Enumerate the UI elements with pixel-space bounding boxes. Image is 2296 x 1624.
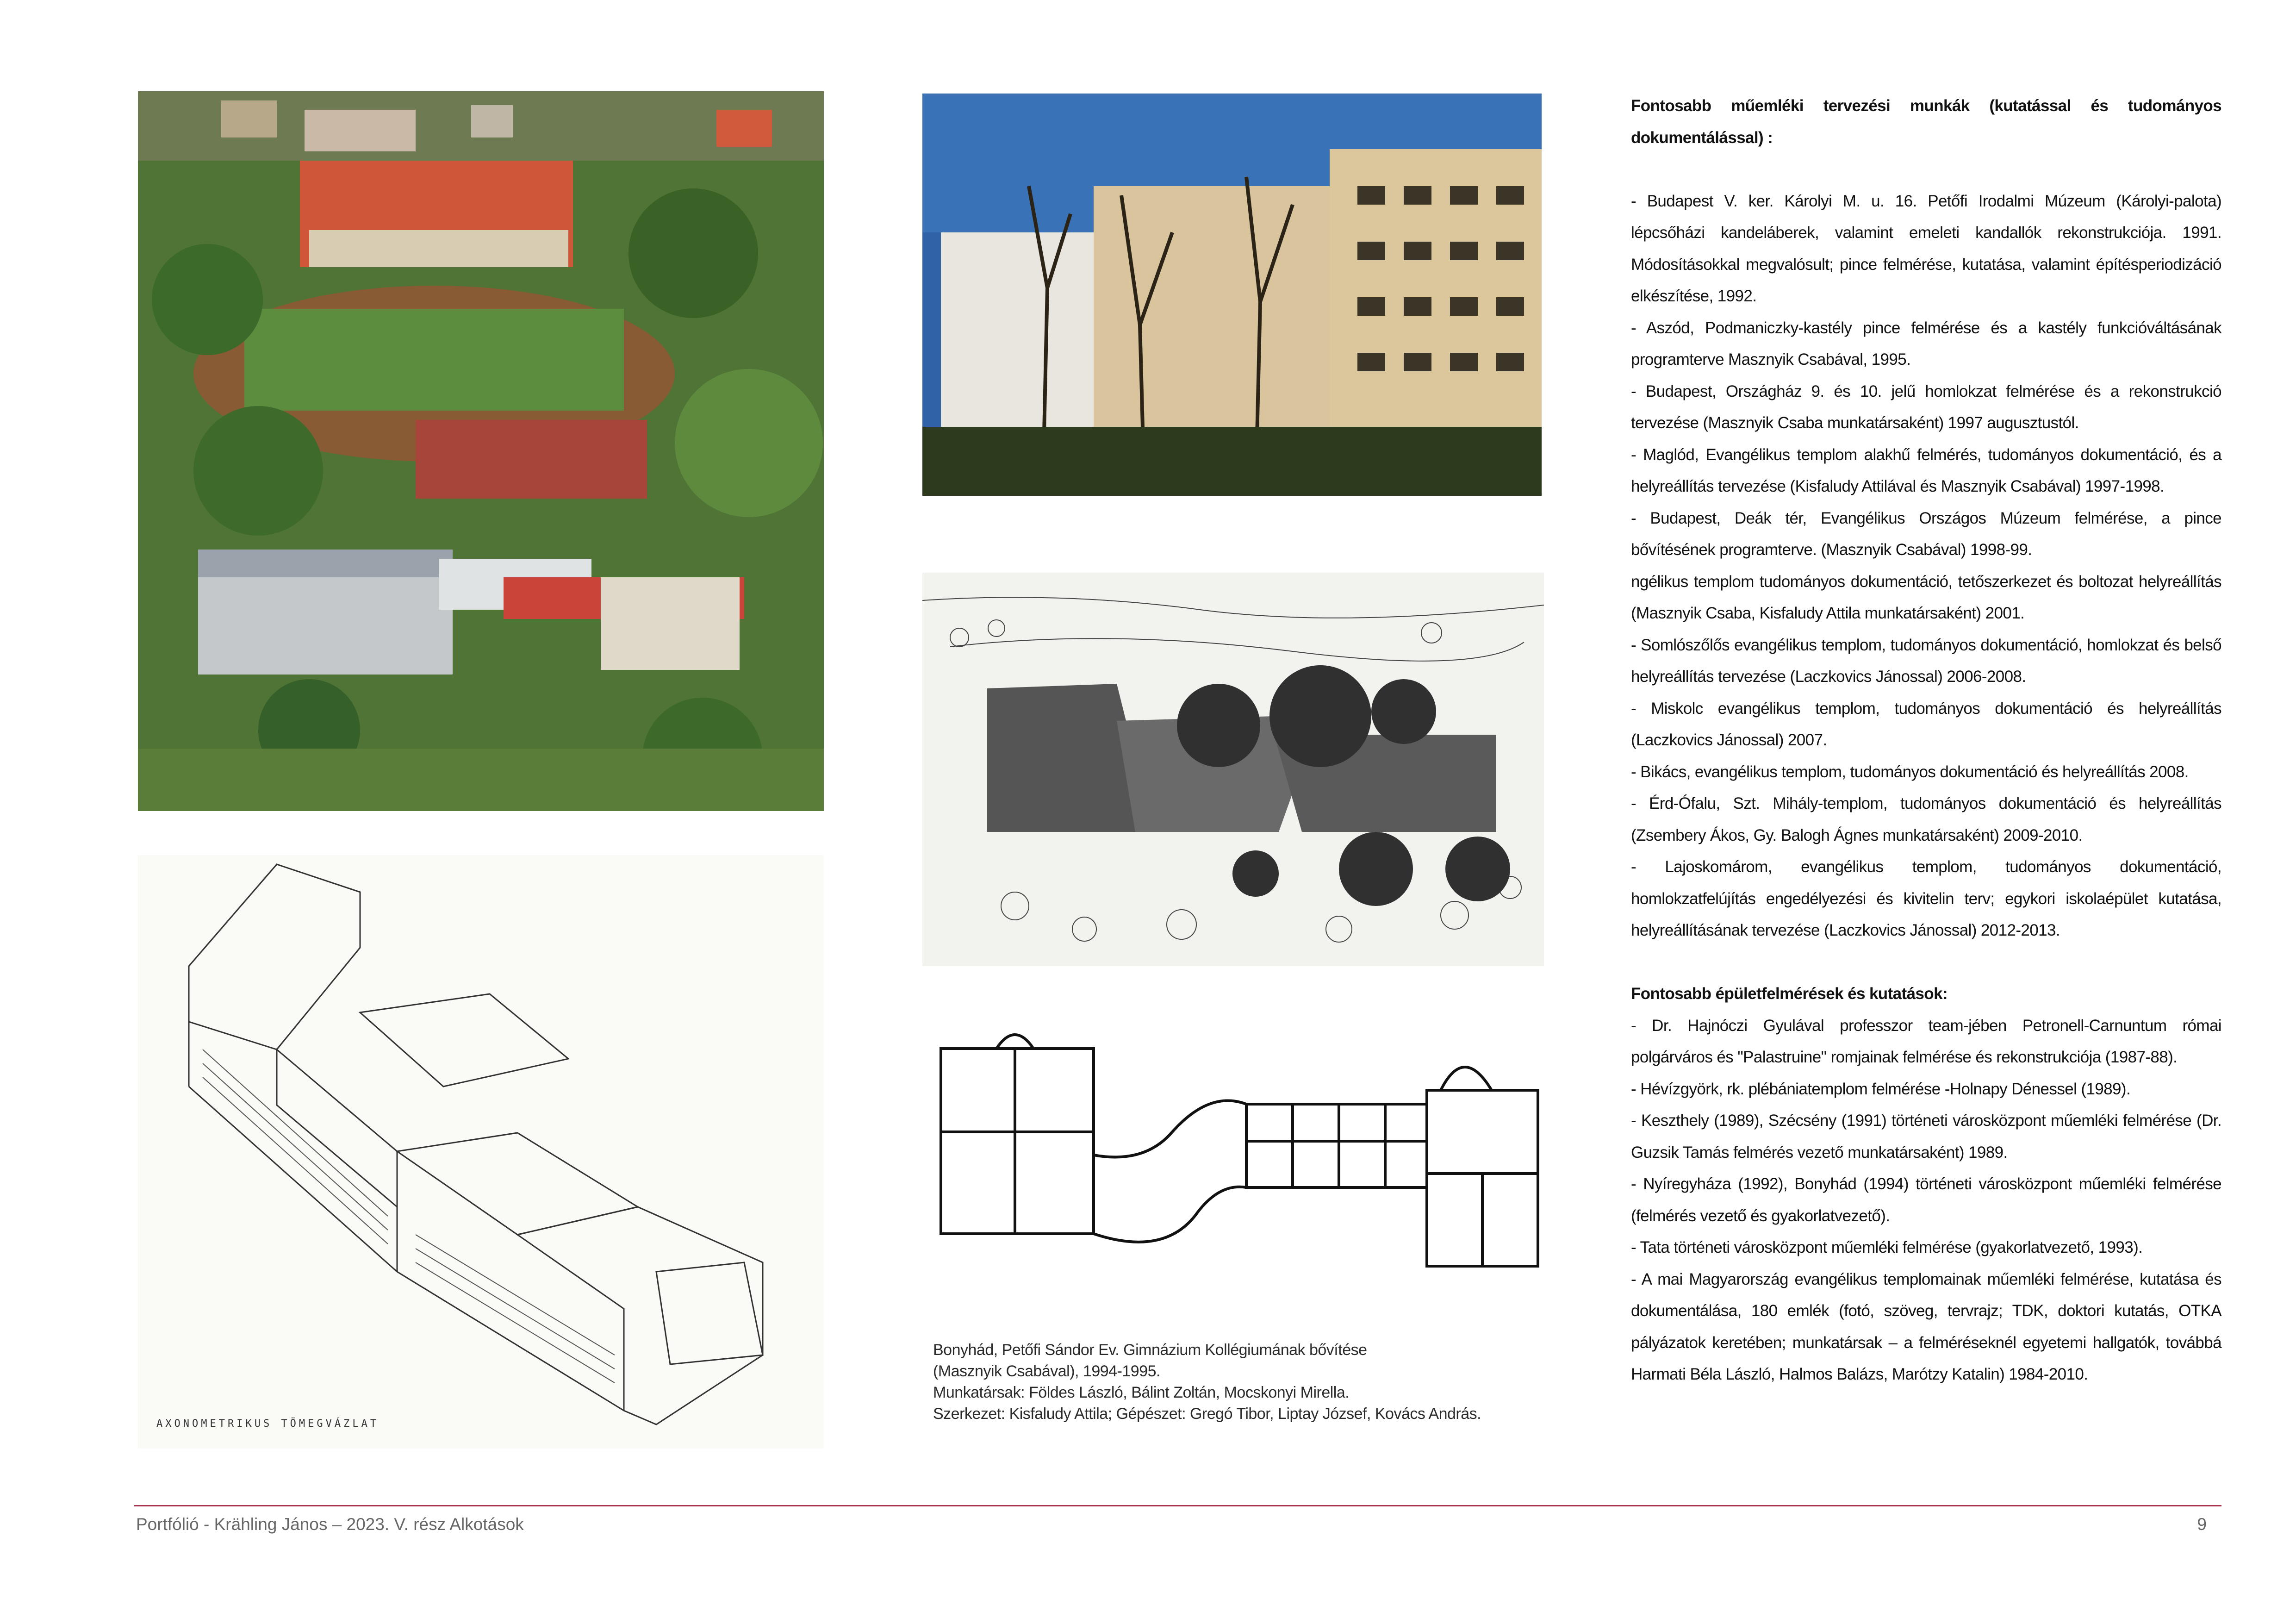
works-item: - Lajoskomárom, evangélikus templom, tudományos dokumentáció, homlokzatfelújítás engedélyezési és kivitelin terv; egykori iskolaépület kutatása, helyreállításának tervezése (Laczkovics Jánossal) 2012-2013.: [1631, 858, 2221, 939]
project-caption: [933, 1339, 1558, 1424]
works-item: - Budapest, Deák tér, Evangélikus Országos Múzeum felmérése, a pince bővítésének programterve. (Masznyik Csabával) 1998-99.: [1631, 509, 2221, 559]
aerial-photo: [138, 91, 824, 811]
surveys-item: - Keszthely (1989), Szécsény (1991) történeti városközpont műemléki felmérése (Dr. Guzsik Tamás felmérés vezető munkatársaként) 1989.: [1631, 1112, 2221, 1162]
works-item: - Aszód, Podmaniczky-kastély pince felmérése és a kastély funkcióváltásának programterve Masznyik Csabával, 1995.: [1631, 319, 2221, 369]
surveys-item: - Nyíregyháza (1992), Bonyhád (1994) történeti városközpont műemléki felmérése (felmérés vezető és gyakorlatvezető).: [1631, 1175, 2221, 1225]
surveys-item: - Dr. Hajnóczi Gyulával professzor team-jében Petronell-Carnuntum római polgárváros és "Palastruine" romjainak felmérése és rekonstrukciója (1987-88).: [1631, 1016, 2221, 1066]
works-item: - Budapest V. ker. Károlyi M. u. 16. Petőfi Irodalmi Múzeum (Károlyi-palota) lépcsőházi kandeláberek, valamint emeleti kandallók rekonstrukciója. 1991. Módosításokkal megvalósult; pince felmérése, kutatása, valamint építésperiodizáció elkészítése, 1992.: [1631, 192, 2221, 305]
surveys-item: - A mai Magyarország evangélikus templomainak műemléki felmérése, kutatása és dokumentálása, 180 emlék (fotó, szöveg, tervrajz; TDK, doktori kutatás, OTKA pályázatok keretében; munkatársak – a felméréseknél egyetemi hallgatók, továbbá Harmati Béla László, Halmos Balázs, Marótzy Katalin) 1984-2010.: [1631, 1270, 2221, 1383]
surveys-item: - Hévízgyörk, rk. plébániatemplom felmérése -Holnapy Dénessel (1989).: [1631, 1080, 2131, 1098]
works-item: ngélikus templom tudományos dokumentáció, tetőszerkezet és boltozat helyreállítás (Masznyik Csaba, Kisfaludy Attila munkatársaként) 2001.: [1631, 572, 2221, 622]
works-item: - Miskolc evangélikus templom, tudományos dokumentáció és helyreállítás (Laczkovics Jánossal) 2007.: [1631, 699, 2221, 749]
floor-plan: [922, 1016, 1559, 1298]
works-item: - Somlószőlős evangélikus templom, tudományos dokumentáció, homlokzat és belső helyreállítás tervezése (Laczkovics Jánossal) 2006-2008.: [1631, 636, 2221, 686]
works-item: - Bikács, evangélikus templom, tudományos dokumentáció és helyreállítás 2008.: [1631, 762, 2189, 781]
axonometric-drawing: [138, 855, 824, 1449]
works-item: - Érd-Ófalu, Szt. Mihály-templom, tudományos dokumentáció és helyreállítás (Zsembery Ákos, Gy. Balogh Ágnes munkatársaként) 2009-2010.: [1631, 794, 2221, 844]
caption-line: Bonyhád, Petőfi Sándor Ev. Gimnázium Kollégiumának bővítése: [933, 1341, 1367, 1359]
building-photo: [922, 94, 1542, 496]
works-item: - Maglód, Evangélikus templom alakhű felmérés, tudományos dokumentáció, és a helyreállítás tervezése (Kisfaludy Attilával és Masznyik Csabával) 1997-1998.: [1631, 445, 2221, 495]
page-number: 9: [2197, 1515, 2207, 1534]
works-heading: Fontosabb műemléki tervezési munkák (kutatással és tudományos dokumentálással) :: [1631, 97, 2221, 147]
site-plan: [922, 573, 1544, 966]
caption-line: (Masznyik Csabával), 1994-1995.: [933, 1362, 1160, 1380]
axonometric-label: AXONOMETRIKUS TÖMEGVÁZLAT: [156, 1418, 380, 1430]
works-text-column: [1631, 90, 2221, 1391]
caption-line: Munkatársak: Földes László, Bálint Zoltán, Mocskonyi Mirella.: [933, 1384, 1350, 1401]
works-item: - Budapest, Országház 9. és 10. jelű homlokzat felmérése és a rekonstrukció tervezése (Masznyik Csaba munkatársaként) 1997 augusztustól.: [1631, 382, 2221, 432]
caption-line: Szerkezet: Kisfaludy Attila; Gépészet: Gregó Tibor, Liptay József, Kovács András.: [933, 1405, 1481, 1423]
footer-rule: [134, 1505, 2221, 1506]
surveys-heading: Fontosabb épületfelmérések és kutatások:: [1631, 985, 1948, 1003]
footer-text: Portfólió - Krähling János – 2023. V. rész Alkotások: [136, 1515, 524, 1534]
surveys-item: - Tata történeti városközpont műemléki felmérése (gyakorlatvezető, 1993).: [1631, 1238, 2143, 1256]
